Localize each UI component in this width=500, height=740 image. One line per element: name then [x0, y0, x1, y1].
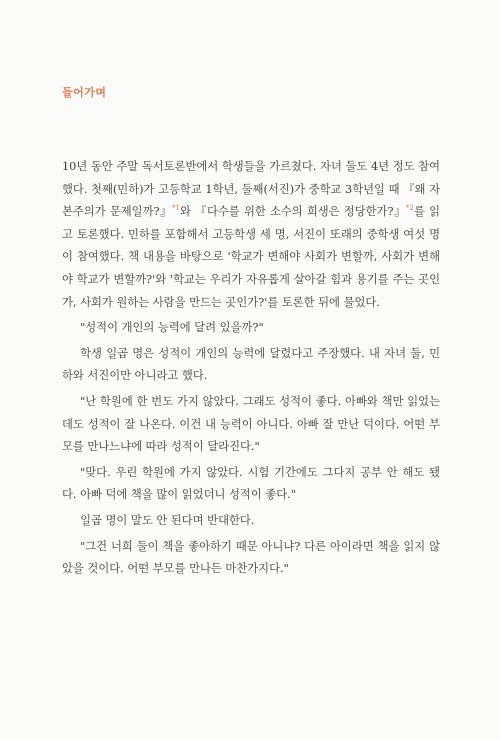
paragraph-quote — [62, 391, 440, 459]
text-segment: 를 읽고 토론했다. 민하를 포함해서 고등학생 세 명, 서진이 또래의 중학생 여섯 명이 참여했다. 책 내용을 바탕으로 '학교가 변해야 사회가 변할까, 사회가 변해야 학교가 변할까?'와 '학교는 우리가 자유롭게 살아갈 힘과 용기를 주는 곳인가, 사회가 원하는 사람을 만드는 곳인가?'를 토론한 뒤에 물었다. — [62, 205, 440, 309]
footnote-marker: *2 — [406, 204, 414, 213]
text-segment: 와 『다수를 위한 소수의 희생은 정당한가?』 — [180, 205, 407, 219]
text-segment: 10년 동안 주말 독서토론반에서 학생들을 가르쳤다. 자녀 둘도 4년 정도 참여했다. 첫째(민하)가 고등학교 1학년, 둘째(서진)가 중학교 3학년일 때 『왜 자본주의가 문제일까?』 — [62, 160, 440, 219]
section-label: 들어가며 — [62, 86, 107, 99]
paragraph-quote — [62, 462, 440, 507]
paragraph-response — [62, 343, 440, 388]
paragraph-question — [62, 317, 440, 340]
text-segment: "맞다. 우린 학원에 가지 않았다. 시험 기간에도 그다지 공부 안 해도 됐다. 아빠 덕에 책을 많이 읽었더니 성적이 좋다." — [62, 465, 440, 502]
paragraph-intro — [62, 156, 440, 314]
footnote-marker: *1 — [172, 204, 181, 213]
text-segment: 학생 일곱 명은 성적이 개인의 능력에 달렸다고 주장했다. 내 자녀 둘, 민하와 서진이만 아니라고 했다. — [62, 346, 440, 383]
text-segment: "성적이 개인의 능력에 달려 있을까?" — [80, 321, 264, 335]
text-segment: 일곱 명이 말도 안 된다며 반대한다. — [80, 513, 255, 527]
body-text — [62, 156, 440, 581]
text-segment: "난 학원에 한 번도 가지 않았다. 그래도 성적이 좋다. 아빠와 책만 읽었는데도 성적이 잘 나온다. 이건 내 능력이 아니다. 아빠 잘 만난 덕이다. 어떤 부모를 만나느냐에 따라 성적이 달라진다." — [62, 394, 440, 454]
paragraph-response — [62, 510, 440, 533]
text-segment: "그건 너희 둘이 책을 좋아하기 때문 아니냐? 다른 아이라면 책을 읽지 않았을 것이다. 어떤 부모를 만나든 마찬가지다." — [62, 539, 440, 576]
paragraph-quote — [62, 536, 440, 581]
